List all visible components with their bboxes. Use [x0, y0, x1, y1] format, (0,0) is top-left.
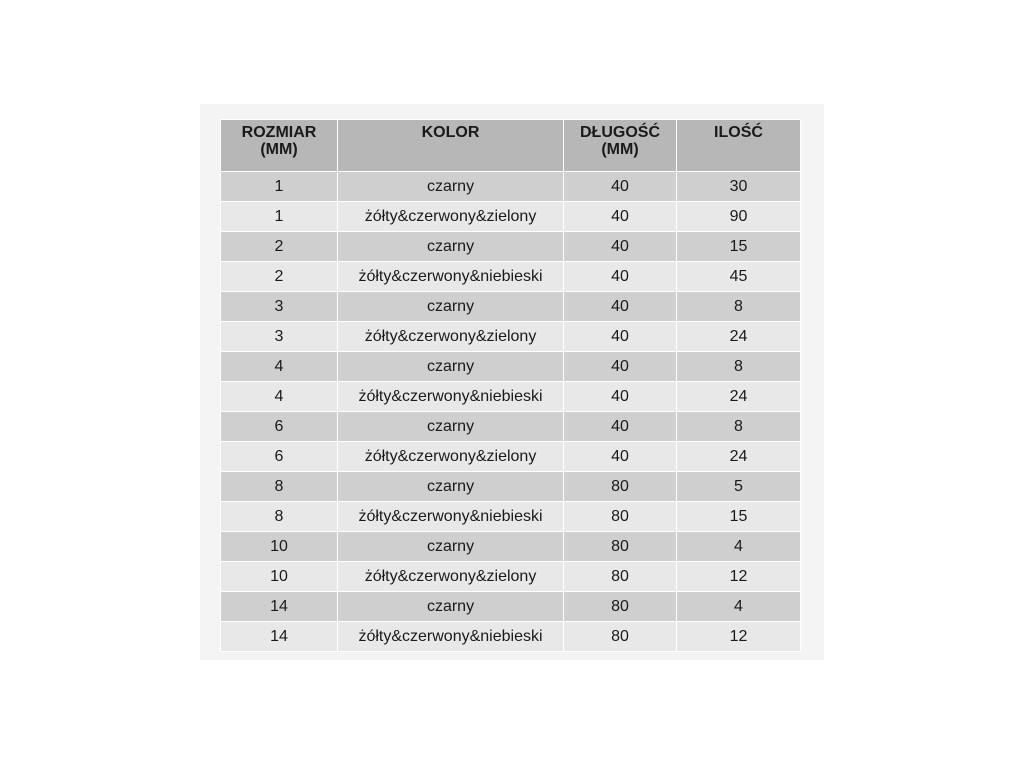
- cell-dlugosc: 40: [564, 382, 677, 412]
- table-body: [221, 172, 801, 652]
- cell-ilosc: 8: [677, 352, 801, 382]
- table-row: [221, 412, 801, 442]
- cell-dlugosc: 80: [564, 562, 677, 592]
- cell-ilosc: 4: [677, 592, 801, 622]
- table-row: [221, 532, 801, 562]
- cell-kolor: żółty&czerwony&zielony: [338, 322, 564, 352]
- cell-rozmiar: 1: [221, 202, 338, 232]
- cell-dlugosc: 40: [564, 172, 677, 202]
- cell-rozmiar: 14: [221, 592, 338, 622]
- header-kolor-line1: KOLOR: [421, 124, 480, 141]
- cell-dlugosc: 80: [564, 622, 677, 652]
- header-dlugosc: [564, 120, 677, 172]
- cell-dlugosc: 80: [564, 592, 677, 622]
- header-rozmiar-line2: (MM): [260, 141, 298, 158]
- cell-ilosc: 5: [677, 472, 801, 502]
- table-row: [221, 352, 801, 382]
- cell-ilosc: 8: [677, 412, 801, 442]
- table-row: [221, 622, 801, 652]
- cell-rozmiar: 10: [221, 532, 338, 562]
- cell-dlugosc: 80: [564, 502, 677, 532]
- cell-rozmiar: 4: [221, 382, 338, 412]
- cell-ilosc: 8: [677, 292, 801, 322]
- table-row: [221, 292, 801, 322]
- header-rozmiar: [221, 120, 338, 172]
- cell-kolor: żółty&czerwony&niebieski: [338, 262, 564, 292]
- cell-dlugosc: 40: [564, 202, 677, 232]
- cell-dlugosc: 80: [564, 532, 677, 562]
- table-row: [221, 202, 801, 232]
- cell-ilosc: 15: [677, 502, 801, 532]
- cell-rozmiar: 3: [221, 322, 338, 352]
- cell-rozmiar: 4: [221, 352, 338, 382]
- cell-rozmiar: 1: [221, 172, 338, 202]
- cell-ilosc: 90: [677, 202, 801, 232]
- header-ilosc: [677, 120, 801, 172]
- cell-ilosc: 12: [677, 562, 801, 592]
- cell-kolor: żółty&czerwony&niebieski: [338, 382, 564, 412]
- cell-rozmiar: 2: [221, 232, 338, 262]
- cell-ilosc: 30: [677, 172, 801, 202]
- header-ilosc-line1: ILOŚĆ: [714, 124, 763, 141]
- cell-rozmiar: 14: [221, 622, 338, 652]
- cell-dlugosc: 40: [564, 322, 677, 352]
- cell-dlugosc: 40: [564, 232, 677, 262]
- table-row: [221, 442, 801, 472]
- cell-kolor: czarny: [338, 592, 564, 622]
- table-row: [221, 232, 801, 262]
- cell-ilosc: 24: [677, 382, 801, 412]
- header-kolor: [338, 120, 564, 172]
- cell-rozmiar: 6: [221, 412, 338, 442]
- cell-kolor: czarny: [338, 172, 564, 202]
- cell-rozmiar: 10: [221, 562, 338, 592]
- cell-dlugosc: 40: [564, 352, 677, 382]
- table-row: [221, 172, 801, 202]
- cell-ilosc: 4: [677, 532, 801, 562]
- cell-rozmiar: 8: [221, 502, 338, 532]
- cell-ilosc: 12: [677, 622, 801, 652]
- cell-dlugosc: 40: [564, 262, 677, 292]
- header-dlugosc-line1: DŁUGOŚĆ: [580, 124, 660, 141]
- table-row: [221, 262, 801, 292]
- cell-dlugosc: 40: [564, 442, 677, 472]
- cell-ilosc: 15: [677, 232, 801, 262]
- header-rozmiar-line1: ROZMIAR: [241, 124, 317, 141]
- cell-kolor: żółty&czerwony&niebieski: [338, 502, 564, 532]
- table-row: [221, 592, 801, 622]
- cell-ilosc: 24: [677, 322, 801, 352]
- cell-dlugosc: 40: [564, 292, 677, 322]
- table-header-row: [221, 120, 801, 172]
- cell-dlugosc: 40: [564, 412, 677, 442]
- cell-rozmiar: 8: [221, 472, 338, 502]
- cell-rozmiar: 3: [221, 292, 338, 322]
- cell-kolor: żółty&czerwony&niebieski: [338, 622, 564, 652]
- cell-rozmiar: 6: [221, 442, 338, 472]
- table-row: [221, 562, 801, 592]
- cell-kolor: czarny: [338, 472, 564, 502]
- cell-kolor: czarny: [338, 412, 564, 442]
- spec-table: [220, 119, 801, 652]
- cell-kolor: czarny: [338, 232, 564, 262]
- cell-dlugosc: 80: [564, 472, 677, 502]
- cell-kolor: żółty&czerwony&zielony: [338, 562, 564, 592]
- cell-ilosc: 24: [677, 442, 801, 472]
- header-dlugosc-line2: (MM): [601, 141, 639, 158]
- table-row: [221, 502, 801, 532]
- table-row: [221, 472, 801, 502]
- cell-ilosc: 45: [677, 262, 801, 292]
- cell-kolor: żółty&czerwony&zielony: [338, 202, 564, 232]
- cell-kolor: czarny: [338, 292, 564, 322]
- table-row: [221, 382, 801, 412]
- table-row: [221, 322, 801, 352]
- cell-rozmiar: 2: [221, 262, 338, 292]
- cell-kolor: czarny: [338, 532, 564, 562]
- cell-kolor: żółty&czerwony&zielony: [338, 442, 564, 472]
- cell-kolor: czarny: [338, 352, 564, 382]
